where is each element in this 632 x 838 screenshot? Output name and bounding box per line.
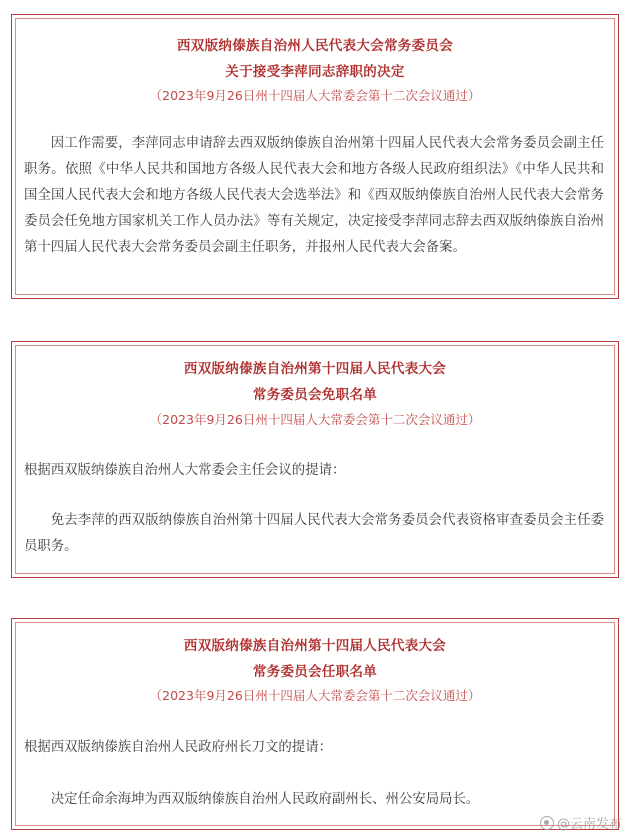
card-title-line2: 关于接受李萍同志辞职的决定 <box>225 64 405 80</box>
card-title-line1: 西双版纳傣族自治州第十四届人民代表大会 <box>183 361 447 377</box>
card-title-line2: 常务委员会免职名单 <box>252 387 378 403</box>
card-subtitle: （2023年9月26日州十四届人大常委会第十二次会议通过） <box>149 412 481 427</box>
appointment-list-card <box>11 618 619 830</box>
source-watermark <box>540 813 622 832</box>
card-subtitle: （2023年9月26日州十四届人大常委会第十二次会议通过） <box>149 88 481 103</box>
decision-paragraph: 因工作需要，李萍同志申请辞去西双版纳傣族自治州第十四届人民代表大会常务委员会副主任职务。依照《中华人民共和国地方各级人民代表大会和地方各级人民政府组织法》《中华人民共和国全国人民代表大会和地方各级人民代表大会选举法》和《西双版纳傣族自治州人民代表大会常务委员会任免地方国家机关工作人员办法》等有关规定，决定接受李萍同志辞去西双版纳傣族自治州第十四届人民代表大会常务委员会副主任职务，并报州人民代表大会备案。 <box>24 136 604 255</box>
nomination-lead: 根据西双版纳傣族自治州人大常委会主任会议的提请： <box>24 463 346 478</box>
removal-item: 免去李萍的西双版纳傣族自治州第十四届人民代表大会常务委员会代表资格审查委员会主任委员职务。 <box>24 513 604 554</box>
appointment-item: 决定任命余海坤为西双版纳傣族自治州人民政府副州长、州公安局局长。 <box>50 792 480 807</box>
watermark-text: @云南发布 <box>556 817 622 832</box>
card-subtitle: （2023年9月26日州十四届人大常委会第十二次会议通过） <box>149 688 481 703</box>
decision-card <box>11 14 619 299</box>
nomination-lead: 根据西双版纳傣族自治州人民政府州长刀文的提请： <box>24 740 332 755</box>
card-title-line1: 西双版纳傣族自治州第十四届人民代表大会 <box>183 638 447 654</box>
card-title-line1: 西双版纳傣族自治州人民代表大会常务委员会 <box>177 38 453 54</box>
card-title-line2: 常务委员会任职名单 <box>252 664 378 680</box>
weibo-icon <box>540 816 554 830</box>
removal-list-card <box>11 341 619 578</box>
